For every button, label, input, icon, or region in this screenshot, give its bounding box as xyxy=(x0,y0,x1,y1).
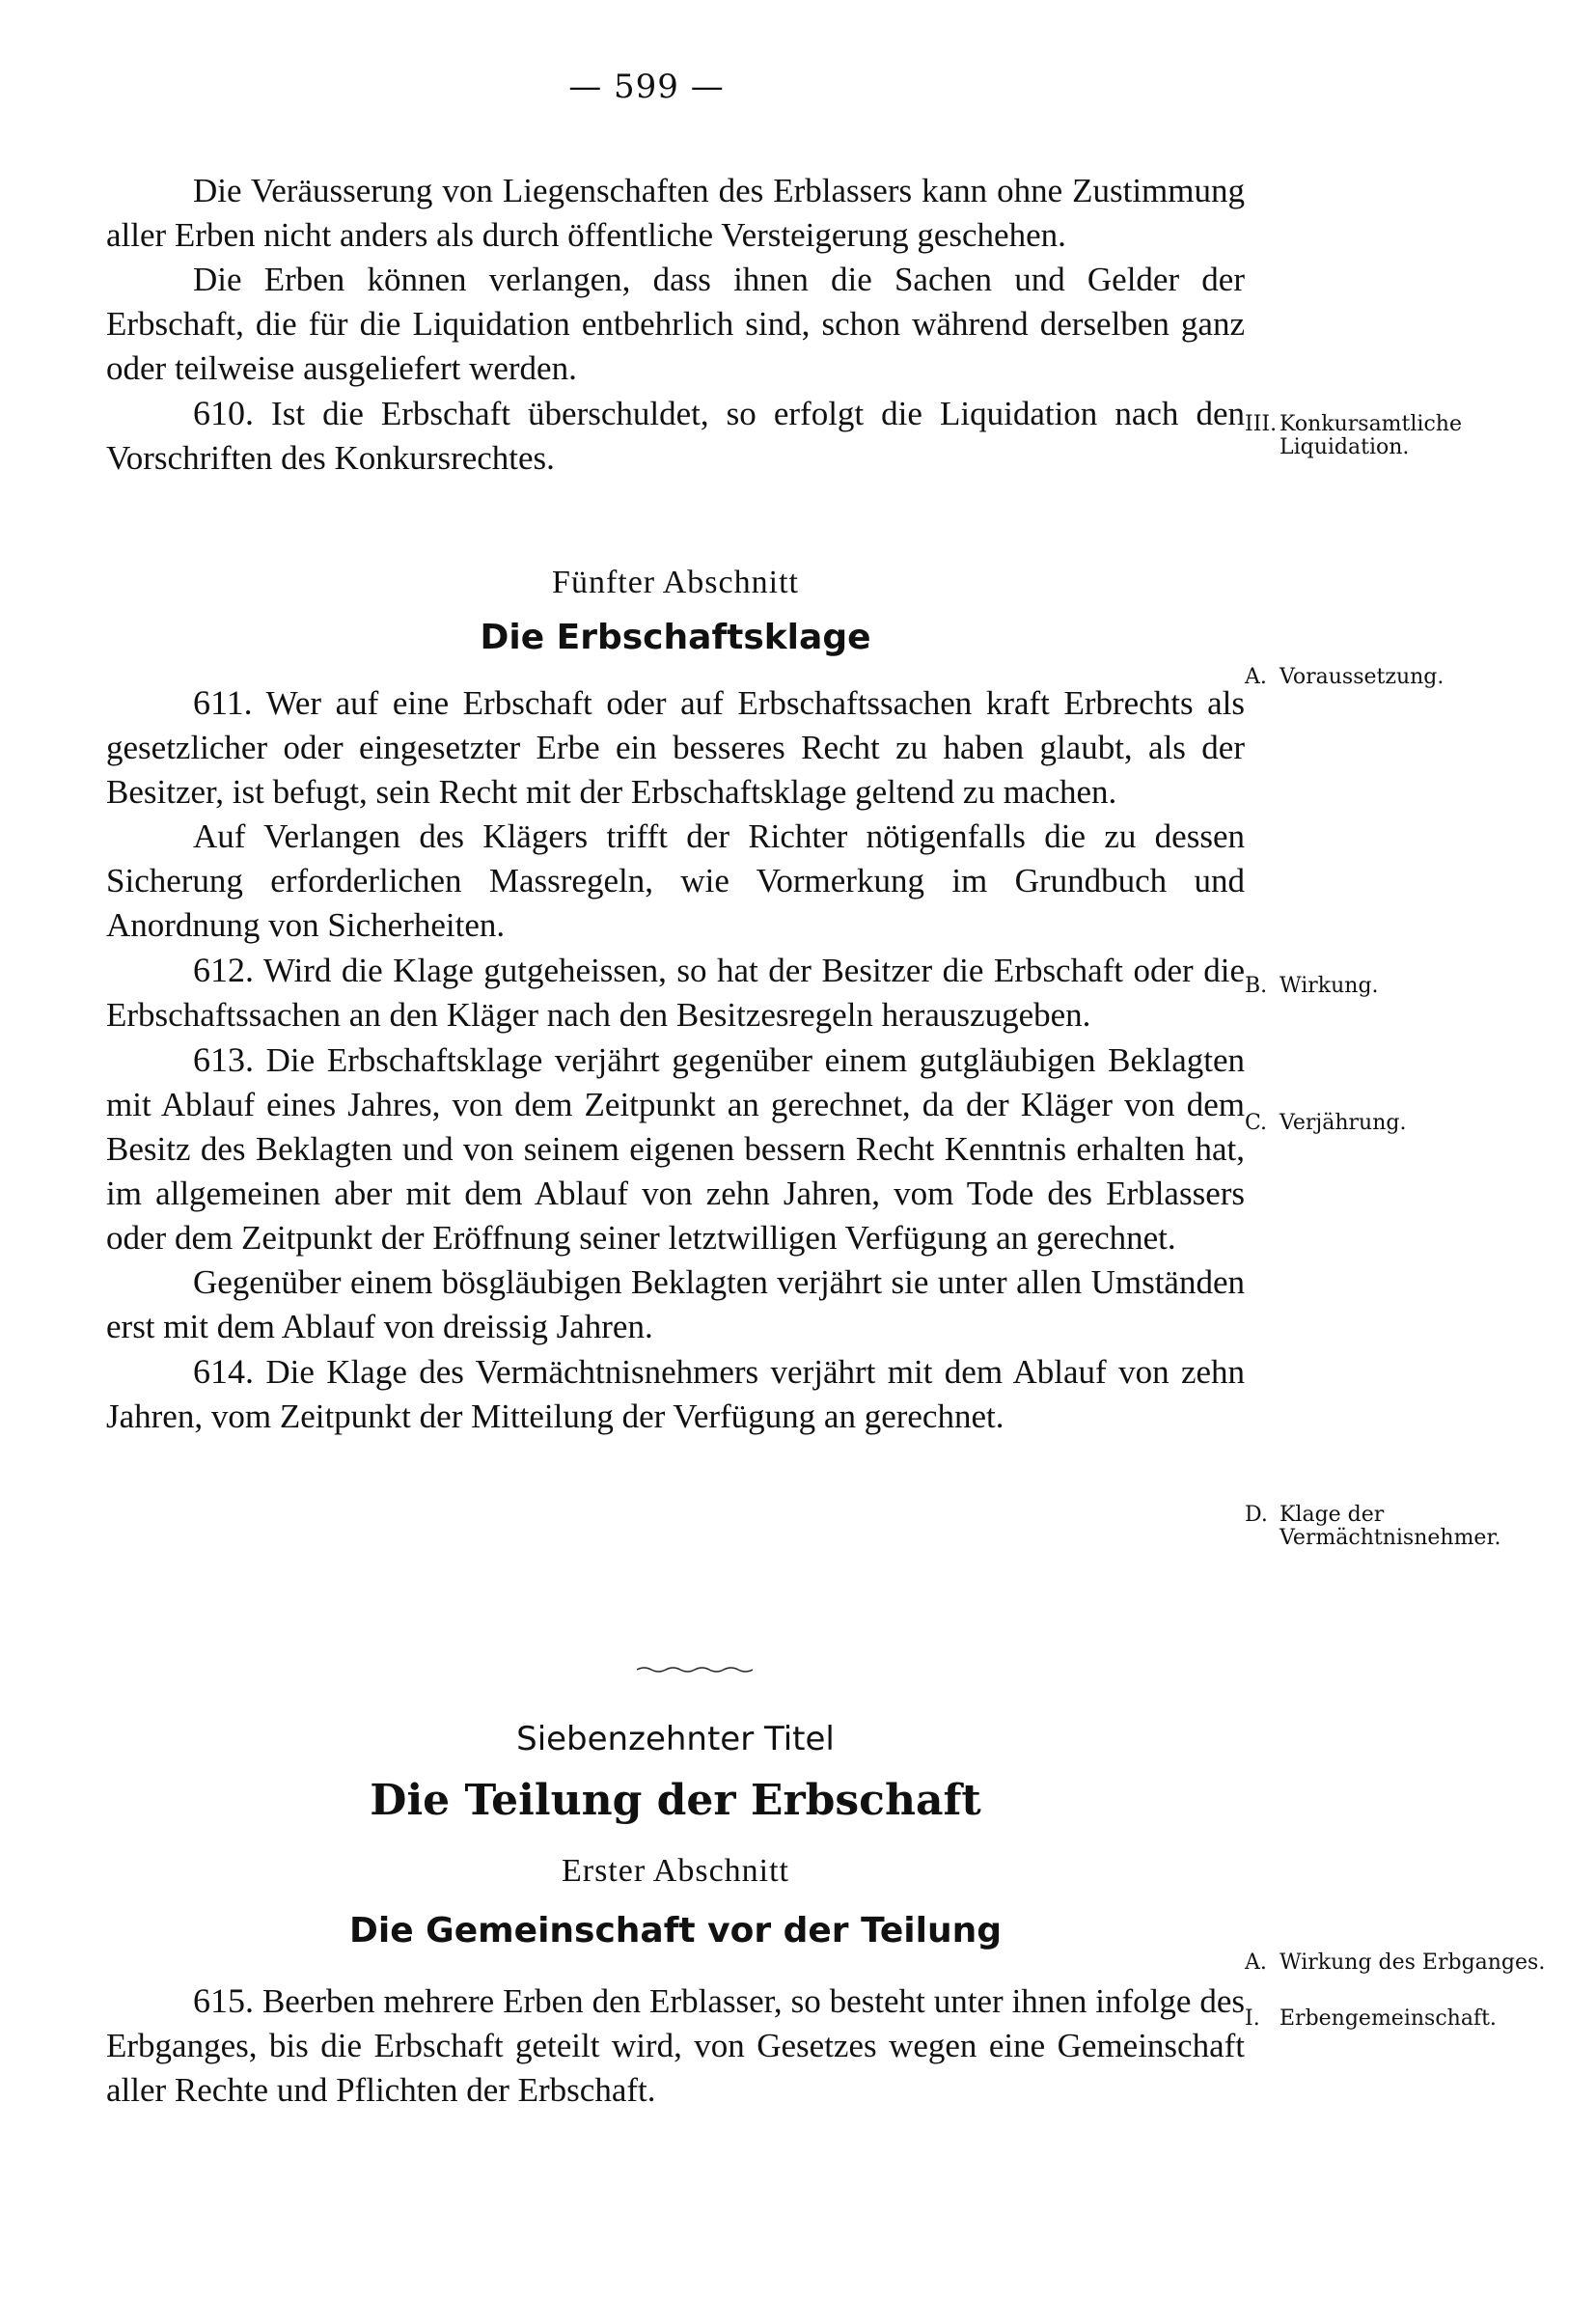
margin-note-voraussetzung xyxy=(1245,666,1563,689)
article-613 xyxy=(106,1038,1245,1260)
title-label-17: Siebenzehnter Titel xyxy=(516,1720,835,1758)
article-number: 612. xyxy=(193,951,254,989)
section-title-erbschaftsklage: Die Erbschaftsklage xyxy=(480,618,871,657)
section-title-gemeinschaft: Die Gemeinschaft vor der Teilung xyxy=(349,1911,1002,1950)
article-text: Die Erbschaftsklage verjährt gegenüber einem gutgläubigen Beklagten mit Ablauf eines Jahres, von dem Zeitpunkt an gerechnet, da der Kläger von dem Besitz des Beklagten und von seinem eigenen bessern Recht Kenntnis erhalten hat, im allgemeinen aber mit dem Ablauf von zehn Jahren, vom Tode des Erblassers oder dem Zeitpunkt der Eröffnung seiner letztwilligen Verfügung an gerechnet. xyxy=(106,1041,1246,1257)
article-number: 610. xyxy=(193,394,254,432)
article-610 xyxy=(106,391,1245,481)
margin-note-label: B. xyxy=(1245,974,1268,998)
article-text: Wer auf eine Erbschaft oder auf Erbschaftssachen kraft Erbrechts als gesetzlicher oder eingesetzter Erbe ein besseres Recht zu haben glaubt, als der Besitzer, ist befugt, sein Recht mit der Erbschaftsklage geltend zu machen. xyxy=(106,684,1245,811)
text-block-1 xyxy=(106,169,1245,481)
margin-note-text: Erbengemeinschaft. xyxy=(1280,2006,1497,2031)
margin-note-label: A. xyxy=(1245,1950,1267,1975)
section-label-5: Fünfter Abschnitt xyxy=(552,565,799,600)
margin-note-verjaehrung xyxy=(1245,1112,1563,1135)
article-number: 614. xyxy=(193,1352,254,1391)
article-615 xyxy=(106,1978,1245,2113)
article-612 xyxy=(106,948,1245,1038)
article-text: Ist die Erbschaft überschuldet, so erfolgt die Liquidation nach den Vorschriften des Konkursrechtes. xyxy=(106,395,1245,477)
margin-note-text: Wirkung des Erbganges. xyxy=(1280,1950,1546,1975)
margin-note-wirkung-erbgang xyxy=(1245,1951,1563,1975)
article-number: 613. xyxy=(193,1040,254,1079)
margin-note-text: Klage der Vermächtnisnehmer. xyxy=(1280,1503,1501,1550)
paragraph-auslieferung: Die Erben können verlangen, dass ihnen die Sachen und Gelder der Erbschaft, die für die Liquidation entbehrlich sind, schon während derselben ganz oder teilweise ausgeliefert werden. xyxy=(106,261,1245,387)
margin-note-wirkung xyxy=(1245,975,1563,998)
title-teilung-der-erbschaft: Die Teilung der Erbschaft xyxy=(370,1776,981,1825)
article-613-para-2: Gegenüber einem bösgläubigen Beklagten verjährt sie unter allen Umständen erst mit dem Ablauf von dreissig Jahren. xyxy=(106,1263,1245,1345)
margin-note-label: A. xyxy=(1245,665,1267,689)
article-number: 615. xyxy=(193,1981,254,2020)
article-text: Beerben mehrere Erben den Erblasser, so besteht unter ihnen infolge des Erbganges, bis die Erbschaft geteilt wird, von Gesetzes wegen eine Gemeinschaft aller Rechte und Pflichten der Erbschaft. xyxy=(106,1982,1246,2109)
margin-note-erbengemeinschaft xyxy=(1245,2007,1563,2031)
margin-note-label: C. xyxy=(1245,1111,1268,1135)
margin-note-label: D. xyxy=(1245,1503,1268,1527)
article-614 xyxy=(106,1349,1245,1439)
margin-note-label: I. xyxy=(1245,2006,1260,2031)
text-block-3 xyxy=(106,1978,1245,2113)
margin-note-text: Verjährung. xyxy=(1280,1111,1407,1135)
margin-note-text: Voraussetzung. xyxy=(1280,665,1445,689)
ornamental-rule xyxy=(637,1666,753,1674)
article-611 xyxy=(106,680,1245,815)
text-block-2 xyxy=(106,680,1245,1439)
page-number: — 599 — xyxy=(568,68,725,106)
section-label-1: Erster Abschnitt xyxy=(561,1853,790,1889)
paragraph-liegenschaften: Die Veräusserung von Liegenschaften des Erblassers kann ohne Zustimmung aller Erben nicht anders als durch öffentliche Versteigerung geschehen. xyxy=(106,172,1245,254)
margin-note-vermaechtnisnehmer xyxy=(1245,1504,1563,1550)
margin-note-label: III. xyxy=(1245,412,1278,436)
article-611-para-2: Auf Verlangen des Klägers trifft der Richter nötigenfalls die zu dessen Sicherung erforderlichen Massregeln, wie Vormerkung im Grundbuch und Anordnung von Sicherheiten. xyxy=(106,817,1245,944)
margin-note-konkursamtliche xyxy=(1245,413,1563,459)
margin-note-text: Konkursamtliche Liquidation. xyxy=(1280,412,1462,459)
article-number: 611. xyxy=(193,683,253,722)
article-text: Die Klage des Vermächtnisnehmers verjährt mit dem Ablauf von zehn Jahren, vom Zeitpunkt der Mitteilung der Verfügung an gerechnet. xyxy=(106,1353,1246,1435)
article-text: Wird die Klage gutgeheissen, so hat der Besitzer die Erbschaft oder die Erbschaftssachen an den Kläger nach den Besitzesregeln herauszugeben. xyxy=(106,952,1245,1034)
margin-note-text: Wirkung. xyxy=(1280,974,1379,998)
